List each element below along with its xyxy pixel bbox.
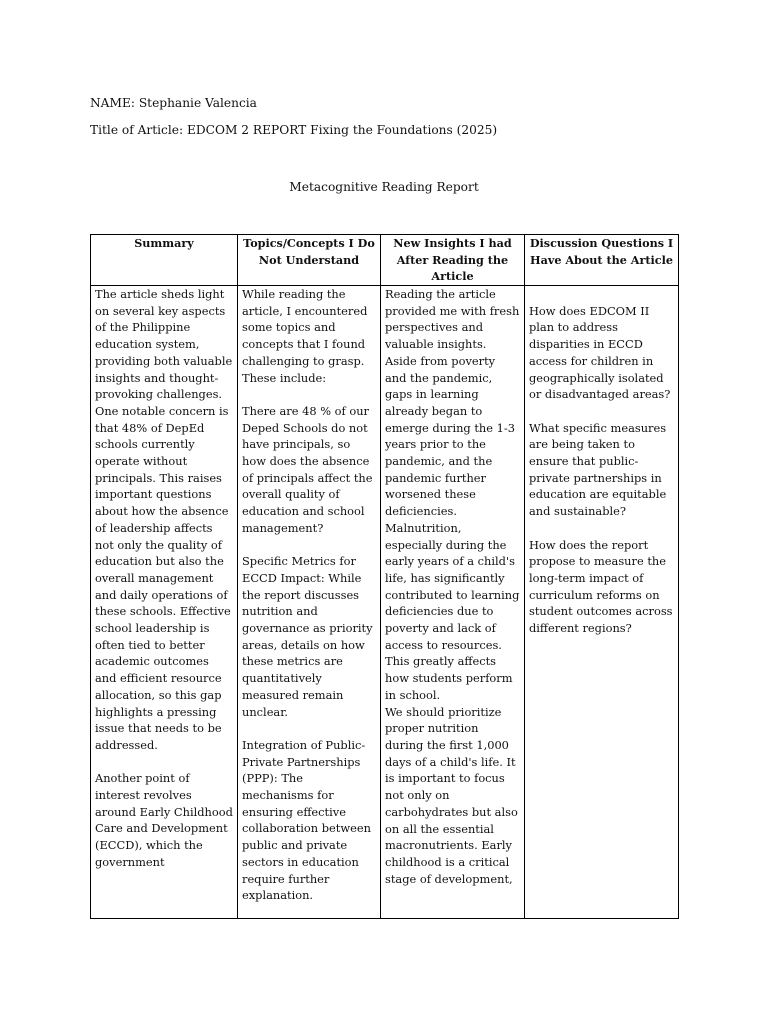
table-header-row: [91, 235, 679, 286]
insights-cell: [381, 286, 525, 919]
report-heading: Metacognitive Reading Report: [289, 180, 479, 194]
topics-paragraph: Integration of Public-Private Partnerships (PPP): The mechanisms for ensuring effective collaboration between public and private sectors in education require further explanation.: [242, 737, 371, 903]
topics-paragraph: There are 48 % of our Deped Schools do not have principals, so how does the absence of principals affect the overall quality of education and school management?: [242, 403, 373, 535]
questions-paragraph: How does EDCOM II plan to address disparities in ECCD access for children in geographically isolated or disadvantaged areas?: [529, 303, 671, 402]
insights-paragraph: We should prioritize proper nutrition during the first 1,000 days of a child's life. It is important to focus not only on carbohydrates but also on all the essential macronutrients. Early childhood is a critical stage of development,: [385, 704, 518, 886]
header-summary: Summary: [91, 235, 238, 286]
summary-cell: [91, 286, 238, 919]
header-insights: New Insights I had After Reading the Article: [381, 235, 525, 286]
article-title: Title of Article: EDCOM 2 REPORT Fixing the Foundations (2025): [90, 123, 498, 137]
topics-paragraph: Specific Metrics for ECCD Impact: While the report discusses nutrition and governance as priority areas, details on how these metrics are quantitatively measured remain unclear.: [242, 554, 373, 719]
questions-paragraph: How does the report propose to measure the long-term impact of curriculum reforms on student outcomes across different regions?: [529, 537, 673, 636]
table-row: [91, 286, 679, 919]
questions-cell: [525, 286, 679, 919]
topics-paragraph: While reading the article, I encountered some topics and concepts that I found challenging to grasp. These include:: [242, 287, 368, 385]
summary-paragraph: The article sheds light on several key aspects of the Philippine education system, providing both valuable insights and thought-provoking challenges. One notable concern is that 48% of DepEd schools currently operate without principals. This raises important questions about how the absence of leadership affects not only the quality of education but also the overall management and daily operations of these schools. Effective school leadership is often tied to better academic outcomes and efficient resource allocation, so this gap highlights a pressing issue that needs to be addressed.: [95, 287, 233, 752]
topics-cell: [238, 286, 381, 919]
report-table: [90, 234, 679, 919]
student-name: NAME: Stephanie Valencia: [90, 96, 257, 110]
summary-paragraph: Another point of interest revolves around Early Childhood Care and Development (ECCD), which the government: [95, 771, 233, 869]
questions-paragraph: What specific measures are being taken to ensure that public-private partnerships in education are equitable and sustainable?: [529, 420, 667, 519]
insights-paragraph: Reading the article provided me with fresh perspectives and valuable insights. Aside from poverty and the pandemic, gaps in learning already began to emerge during the 1-3 years prior to the pandemic, and the pandemic further worsened these deficiencies. Malnutrition, especially during the early years of a child's life, has significantly contributed to learning deficiencies due to poverty and lack of access to resources. This greatly affects how students perform in school.: [385, 287, 520, 702]
header-topics: Topics/Concepts I Do Not Understand: [238, 235, 381, 286]
header-questions: Discussion Questions I Have About the Article: [525, 235, 679, 286]
